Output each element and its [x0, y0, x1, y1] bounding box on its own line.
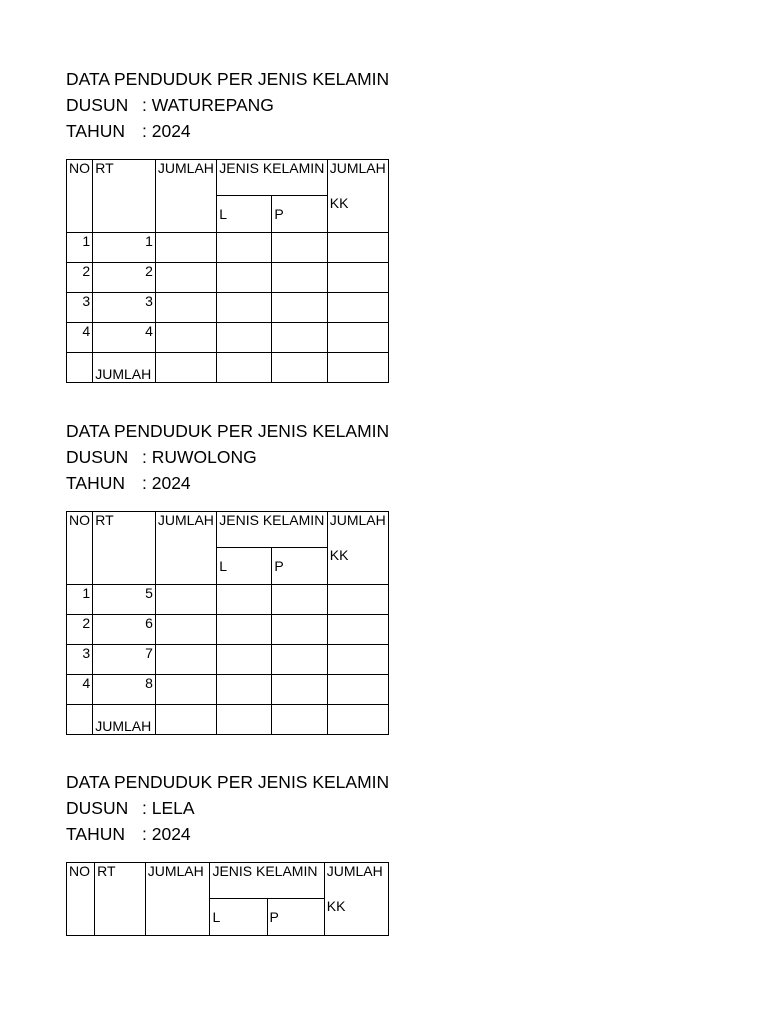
tahun-line [66, 470, 389, 496]
header-jumlah-kk-top: JUMLAH [329, 160, 386, 176]
dusun-line [66, 92, 389, 118]
cell-p [272, 263, 327, 293]
cell-no: 1 [67, 233, 93, 263]
cell-kk [327, 263, 388, 293]
cell-no: 4 [67, 675, 93, 705]
tahun-label: TAHUN [66, 824, 125, 844]
cell-no: 1 [67, 585, 93, 615]
section-title: DATA PENDUDUK PER JENIS KELAMIN [66, 421, 390, 441]
tahun-line [66, 821, 389, 847]
table-row [67, 675, 389, 705]
cell-kk [327, 233, 388, 263]
header-rt: RT [95, 863, 146, 936]
header-jenis-kelamin: JENIS KELAMIN [210, 863, 324, 899]
tahun-label: TAHUN [66, 473, 125, 493]
cell-jumlah [155, 323, 216, 353]
cell-kk [327, 323, 388, 353]
cell-rt: 7 [93, 645, 156, 675]
table-row [67, 233, 389, 263]
cell-jumlah [155, 263, 216, 293]
cell-jumlah [155, 585, 216, 615]
cell-l [217, 615, 272, 645]
section-ruwolong [66, 418, 390, 734]
tahun-value: : 2024 [142, 121, 191, 141]
cell-p [272, 675, 327, 705]
cell-kk [327, 645, 388, 675]
cell-p [272, 323, 327, 353]
header-jumlah-kk [327, 160, 388, 233]
tahun-value: : 2024 [142, 824, 191, 844]
header-p: P [267, 899, 324, 936]
cell-l [217, 645, 272, 675]
cell-no: 3 [67, 645, 93, 675]
total-label: JUMLAH [93, 353, 156, 383]
cell-p [272, 585, 327, 615]
cell-rt: 6 [93, 615, 156, 645]
header-jumlah-kk-top: JUMLAH [326, 863, 383, 879]
header-jumlah-kk-bottom: KK [329, 547, 349, 563]
header-l: L [217, 196, 272, 233]
cell-rt: 1 [93, 233, 156, 263]
dusun-value: : WATUREPANG [142, 95, 274, 115]
tahun-value: : 2024 [142, 473, 191, 493]
header-jenis-kelamin: JENIS KELAMIN [217, 160, 327, 196]
section-title: DATA PENDUDUK PER JENIS KELAMIN [66, 69, 390, 89]
cell-rt: 4 [93, 323, 156, 353]
cell-p [272, 233, 327, 263]
header-rt: RT [93, 160, 156, 233]
cell-rt: 2 [93, 263, 156, 293]
table-row [67, 293, 389, 323]
table-row [67, 585, 389, 615]
total-row [67, 705, 389, 735]
tahun-label: TAHUN [66, 121, 125, 141]
header-l: L [210, 899, 267, 936]
cell-kk [327, 615, 388, 645]
tahun-line [66, 118, 389, 144]
header-no: NO [67, 863, 95, 936]
cell-kk [327, 675, 388, 705]
cell-no: 2 [67, 263, 93, 293]
section-title: DATA PENDUDUK PER JENIS KELAMIN [66, 772, 390, 792]
cell-p [272, 615, 327, 645]
dusun-label: DUSUN [66, 798, 129, 818]
cell-jumlah [155, 293, 216, 323]
header-jumlah-kk [324, 863, 388, 936]
cell-no: 2 [67, 615, 93, 645]
header-jumlah-kk [327, 512, 388, 585]
header-jumlah: JUMLAH [155, 160, 216, 233]
cell-p [272, 293, 327, 323]
dusun-line [66, 795, 389, 821]
dusun-label: DUSUN [66, 95, 129, 115]
header-jenis-kelamin: JENIS KELAMIN [217, 512, 327, 548]
header-jumlah: JUMLAH [145, 863, 210, 936]
cell-jumlah [155, 675, 216, 705]
cell-jumlah [155, 705, 216, 735]
header-no: NO [67, 160, 93, 233]
section-lela [66, 769, 390, 925]
cell-l [217, 323, 272, 353]
cell-kk [327, 705, 388, 735]
cell-jumlah [155, 233, 216, 263]
population-table [66, 511, 389, 735]
cell-p [272, 353, 327, 383]
population-table [66, 862, 389, 936]
table-row [67, 615, 389, 645]
header-jumlah: JUMLAH [155, 512, 216, 585]
cell-no [67, 353, 93, 383]
cell-l [217, 233, 272, 263]
dusun-value: : RUWOLONG [142, 447, 257, 467]
cell-l [217, 675, 272, 705]
population-table [66, 159, 389, 383]
cell-l [217, 353, 272, 383]
header-jumlah-kk-bottom: KK [326, 898, 346, 914]
header-no: NO [67, 512, 93, 585]
cell-jumlah [155, 615, 216, 645]
cell-p [272, 645, 327, 675]
cell-p [272, 705, 327, 735]
total-row [67, 353, 389, 383]
cell-no [67, 705, 93, 735]
cell-l [217, 705, 272, 735]
dusun-line [66, 444, 389, 470]
header-p: P [272, 548, 327, 585]
dusun-value: : LELA [142, 798, 195, 818]
header-rt: RT [93, 512, 156, 585]
dusun-label: DUSUN [66, 447, 129, 467]
header-p: P [272, 196, 327, 233]
cell-kk [327, 293, 388, 323]
cell-no: 4 [67, 323, 93, 353]
section-waturepang [66, 66, 390, 382]
cell-jumlah [155, 353, 216, 383]
table-row [67, 263, 389, 293]
cell-l [217, 263, 272, 293]
table-row [67, 323, 389, 353]
header-jumlah-kk-top: JUMLAH [329, 512, 386, 528]
cell-l [217, 585, 272, 615]
cell-l [217, 293, 272, 323]
cell-rt: 5 [93, 585, 156, 615]
total-label: JUMLAH [93, 705, 156, 735]
table-row [67, 645, 389, 675]
cell-rt: 8 [93, 675, 156, 705]
cell-rt: 3 [93, 293, 156, 323]
cell-jumlah [155, 645, 216, 675]
header-jumlah-kk-bottom: KK [329, 195, 349, 211]
cell-no: 3 [67, 293, 93, 323]
cell-kk [327, 353, 388, 383]
cell-kk [327, 585, 388, 615]
header-l: L [217, 548, 272, 585]
